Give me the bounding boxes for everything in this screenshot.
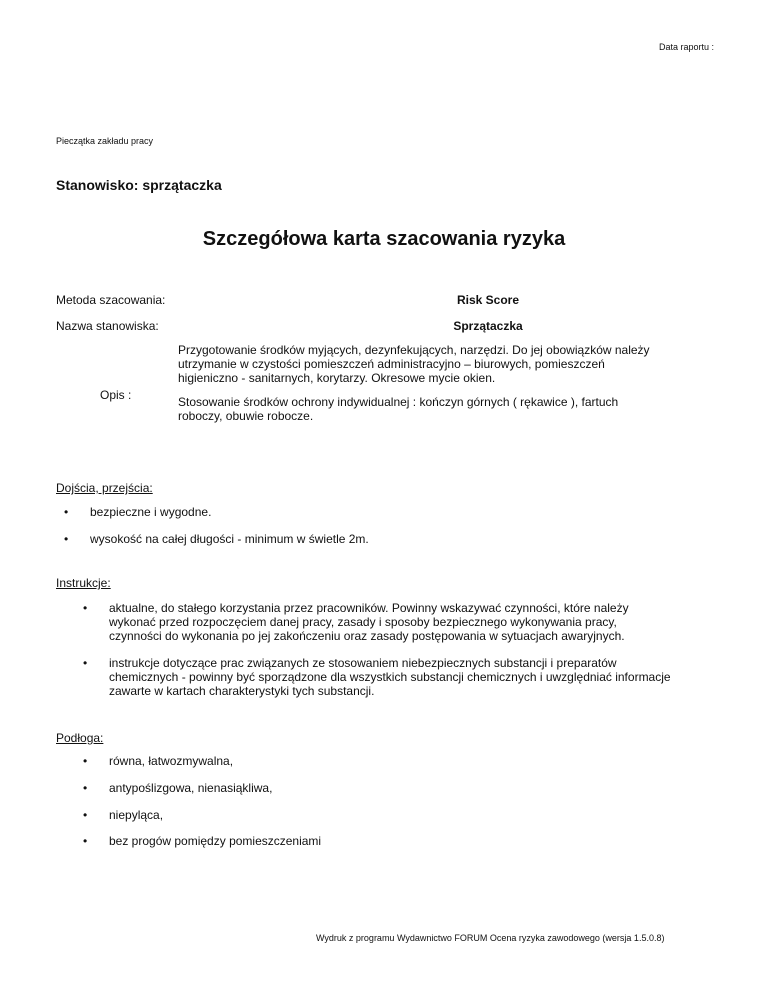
description-label: Opis : bbox=[100, 388, 132, 402]
description-line: roboczy, obuwie robocze. bbox=[178, 409, 314, 423]
description-line: higieniczno - sanitarnych, korytarzy. Okresowe mycie okien. bbox=[178, 371, 496, 385]
list-item-text: instrukcje dotyczące prac związanych ze stosowaniem niebezpiecznych substancji i preparatów chemicznych - powinny być sporządzone dla wszystkich substancji chemicznych i uwzględniać informacje zawarte w kartach charakterystyki tych substancji. bbox=[109, 656, 671, 698]
bullet-icon: • bbox=[83, 808, 88, 822]
list-item-text: aktualne, do stałego korzystania przez pracowników. Powinny wskazywać czynności, które należy wykonać przed rozpoczęciem danej pracy, zasady i sposoby bezpiecznego wykonywania pracy, czynności do wykonania po jej zakończeniu oraz zasady postępowania w sytuacjach awaryjnych. bbox=[109, 601, 629, 643]
list-item-text: niepyląca, bbox=[109, 808, 164, 822]
bullet-icon: • bbox=[64, 532, 69, 546]
list-item bbox=[64, 505, 664, 521]
list-item-text: bezpieczne i wygodne. bbox=[90, 505, 212, 519]
list-item-text: wysokość na całej długości - minimum w świetle 2m. bbox=[90, 532, 369, 546]
section-heading-access: Dojścia, przejścia: bbox=[56, 481, 153, 495]
description-paragraph-2 bbox=[178, 395, 718, 423]
job-value: Sprzątaczka bbox=[453, 319, 523, 333]
method-value: Risk Score bbox=[456, 293, 520, 307]
bullet-icon: • bbox=[83, 781, 88, 795]
job-label: Nazwa stanowiska: bbox=[56, 319, 159, 333]
method-label: Metoda szacowania: bbox=[56, 293, 166, 307]
bullet-icon: • bbox=[64, 505, 69, 519]
bullet-icon: • bbox=[83, 834, 88, 848]
footer-text: Wydruk z programu Wydawnictwo FORUM Ocena ryzyka zawodowego (wersja 1.5.0.8) bbox=[316, 933, 665, 943]
list-item bbox=[83, 808, 683, 824]
position-heading: Stanowisko: sprzątaczka bbox=[56, 177, 222, 193]
report-date-label: Data raportu : bbox=[658, 42, 714, 52]
description-line: Stosowanie środków ochrony indywidualnej : kończyn górnych ( rękawice ), fartuch bbox=[178, 395, 619, 409]
list-item-text: antypoślizgowa, nienasiąkliwa, bbox=[109, 781, 273, 795]
section-heading-floor: Podłoga: bbox=[56, 731, 104, 745]
list-item bbox=[83, 656, 723, 700]
list-item bbox=[64, 532, 664, 548]
list-item-text: równa, łatwozmywalna, bbox=[109, 754, 234, 768]
description-line: Przygotowanie środków myjących, dezynfekujących, narzędzi. Do jej obowiązków należy bbox=[178, 343, 650, 357]
bullet-icon: • bbox=[83, 656, 88, 670]
list-item-text: bez progów pomiędzy pomieszczeniami bbox=[109, 834, 322, 848]
page-title: Szczegółowa karta szacowania ryzyka bbox=[202, 228, 566, 250]
list-item bbox=[83, 834, 683, 850]
list-item bbox=[83, 601, 723, 645]
company-stamp-label: Pieczątka zakładu pracy bbox=[56, 136, 154, 146]
description-paragraph-1 bbox=[178, 343, 718, 385]
bullet-icon: • bbox=[83, 754, 88, 768]
description-line: utrzymanie w czystości pomieszczeń administracyjno – biurowych, pomieszczeń bbox=[178, 357, 605, 371]
bullet-icon: • bbox=[83, 601, 88, 615]
section-heading-instructions: Instrukcje: bbox=[56, 576, 111, 590]
list-item bbox=[83, 781, 683, 797]
list-item bbox=[83, 754, 683, 770]
